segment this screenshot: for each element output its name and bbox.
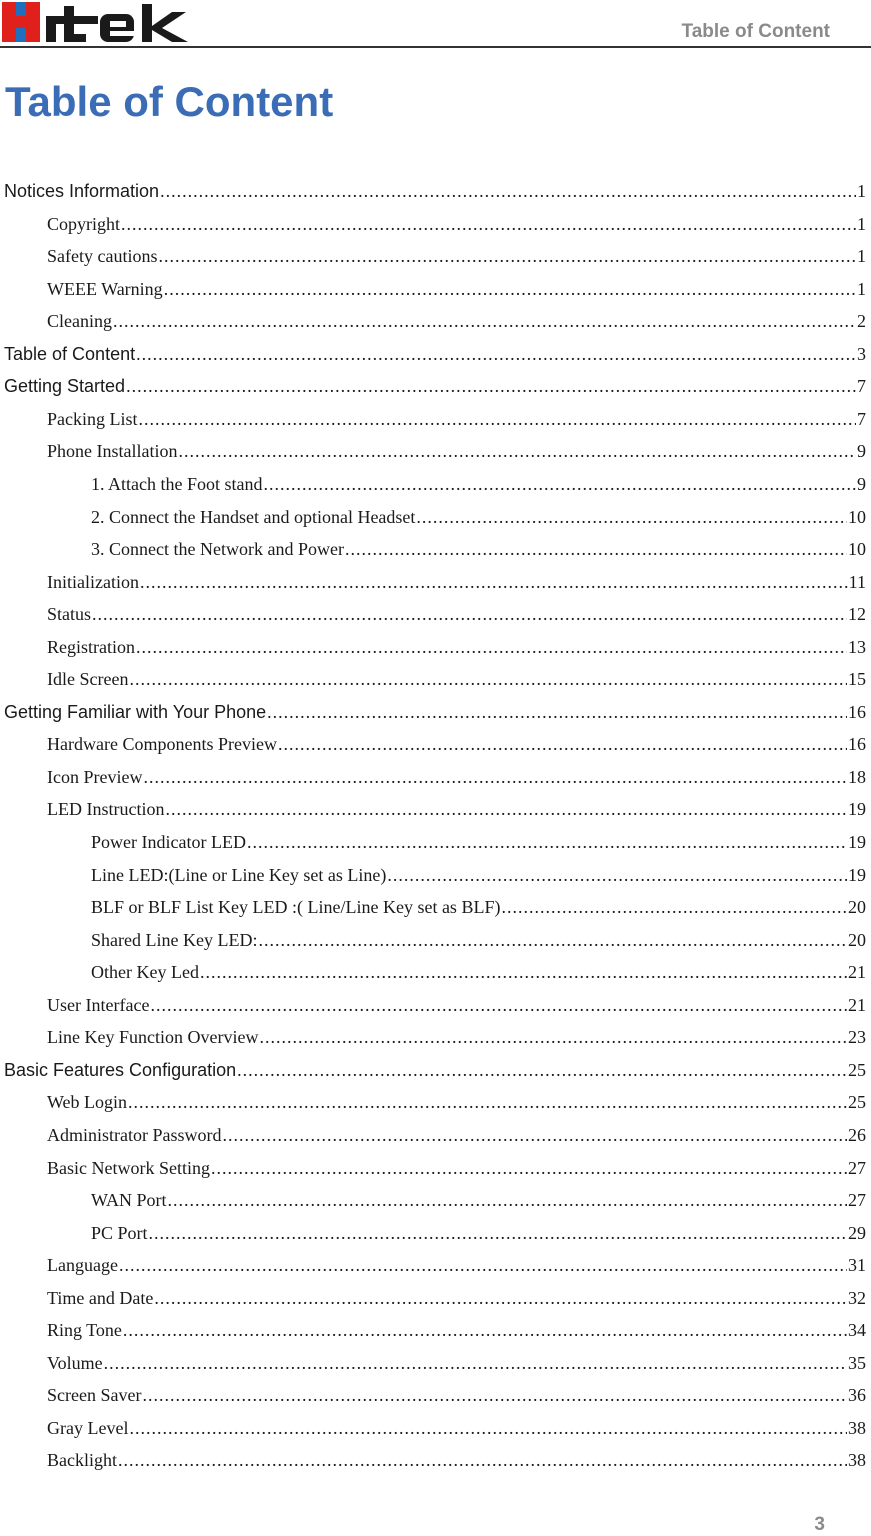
toc-entry-title: Web Login	[47, 1092, 128, 1113]
toc-entry[interactable]	[47, 632, 866, 662]
toc-entry-title: Backlight	[47, 1450, 117, 1471]
toc-entry[interactable]	[91, 827, 866, 857]
toc-entry-page: 1	[857, 181, 866, 201]
toc-entry-page: 10	[848, 539, 866, 560]
toc-dot-leader	[121, 209, 856, 239]
toc-dot-leader	[158, 241, 856, 271]
toc-entry-title: Copyright	[47, 213, 121, 234]
toc-entry-page: 7	[857, 408, 866, 429]
htek-logo	[2, 2, 192, 42]
toc-entry-title: Basic Network Setting	[47, 1157, 210, 1178]
toc-entry-page: 19	[848, 864, 866, 885]
toc-entry-page: 27	[848, 1157, 866, 1178]
page-header	[0, 0, 871, 50]
toc-dot-leader	[267, 697, 847, 727]
toc-entry[interactable]	[91, 534, 866, 564]
toc-entry[interactable]	[91, 1185, 866, 1215]
toc-dot-leader	[165, 794, 847, 824]
toc-dot-leader	[263, 469, 856, 499]
toc-entry-title: Status	[47, 604, 92, 625]
toc-entry[interactable]	[47, 729, 866, 759]
toc-entry-page: 38	[848, 1450, 866, 1471]
page-title: Table of Content	[5, 78, 334, 125]
toc-entry-title: Getting Familiar with Your Phone	[4, 701, 267, 722]
toc-dot-leader	[123, 1315, 847, 1345]
toc-entry[interactable]	[47, 1413, 866, 1443]
toc-entry-title: Other Key Led	[91, 962, 199, 983]
toc-entry-page: 1	[857, 246, 866, 267]
toc-entry-title: Table of Content	[4, 343, 136, 364]
toc-entry-page: 18	[848, 766, 866, 787]
toc-entry-title: LED Instruction	[47, 799, 165, 820]
toc-entry-page: 3	[857, 343, 866, 364]
toc-entry-page: 36	[848, 1385, 866, 1406]
toc-dot-leader	[211, 1153, 847, 1183]
toc-entry-title: Administrator Password	[47, 1124, 222, 1145]
toc-entry[interactable]	[91, 892, 866, 922]
toc-entry-title: Line LED:(Line or Line Key set as Line)	[91, 864, 387, 885]
toc-dot-leader	[150, 990, 847, 1020]
toc-entry-page: 20	[848, 929, 866, 950]
toc-dot-leader	[168, 1185, 848, 1215]
toc-entry-title: Idle Screen	[47, 669, 129, 690]
header-section-title: Table of Content	[681, 21, 830, 42]
toc-entry[interactable]	[47, 1380, 866, 1410]
toc-entry[interactable]	[47, 1250, 866, 1280]
toc-entry-title: Shared Line Key LED:	[91, 929, 258, 950]
toc-entry-page: 9	[857, 441, 866, 462]
toc-dot-leader	[200, 957, 847, 987]
toc-dot-leader	[258, 925, 847, 955]
toc-entry-title: Language	[47, 1255, 118, 1276]
toc-entry-title: Line Key Function Overview	[47, 1027, 259, 1048]
toc-dot-leader	[143, 762, 847, 792]
toc-entry-page: 7	[857, 376, 866, 397]
toc-entry-page: 11	[848, 571, 866, 592]
toc-dot-leader	[178, 436, 856, 466]
toc-dot-leader	[113, 306, 856, 336]
toc-entry-page: 20	[848, 897, 866, 918]
toc-entry[interactable]	[4, 339, 866, 369]
toc-entry[interactable]	[47, 1283, 866, 1313]
toc-entry[interactable]	[47, 1348, 866, 1378]
toc-dot-leader	[149, 1218, 847, 1248]
toc-entry[interactable]	[91, 502, 866, 532]
toc-entry-title: BLF or BLF List Key LED :( Line/Line Key set as BLF)	[91, 897, 501, 918]
toc-entry-title: Registration	[47, 636, 135, 657]
toc-entry-page: 34	[848, 1320, 866, 1341]
toc-entry-page: 29	[848, 1222, 866, 1243]
toc-dot-leader	[160, 176, 856, 206]
toc-entry[interactable]	[91, 925, 866, 955]
toc-dot-leader	[126, 371, 856, 401]
toc-entry[interactable]	[47, 990, 866, 1020]
toc-entry[interactable]	[91, 860, 866, 890]
toc-entry-page: 16	[848, 734, 866, 755]
toc-entry-page: 26	[848, 1124, 866, 1145]
toc-entry-title: Icon Preview	[47, 766, 143, 787]
toc-entry-title: Volume	[47, 1352, 103, 1373]
toc-dot-leader	[140, 567, 848, 597]
toc-entry-page: 21	[848, 994, 866, 1015]
toc-entry[interactable]	[47, 762, 866, 792]
toc-entry[interactable]	[47, 1087, 866, 1117]
toc-entry-title: WAN Port	[91, 1190, 167, 1211]
toc-entry-title: WEEE Warning	[47, 278, 163, 299]
toc-entry[interactable]	[47, 1120, 866, 1150]
toc-entry-page: 19	[848, 799, 866, 820]
toc-entry[interactable]	[47, 664, 866, 694]
toc-entry[interactable]	[4, 697, 866, 727]
toc-dot-leader	[237, 1055, 847, 1085]
toc-entry-title: Safety cautions	[47, 246, 158, 267]
toc-entry-title: Cleaning	[47, 311, 112, 332]
toc-dot-leader	[345, 534, 847, 564]
toc-entry-page: 15	[848, 669, 866, 690]
toc-entry-title: PC Port	[91, 1222, 148, 1243]
toc-entry[interactable]	[47, 274, 866, 304]
toc-entry-page: 1	[857, 278, 866, 299]
toc-dot-leader	[387, 860, 847, 890]
toc-entry[interactable]	[47, 1315, 866, 1345]
toc-entry-page: 21	[848, 962, 866, 983]
toc-entry[interactable]	[4, 1055, 866, 1085]
toc-entry[interactable]	[47, 404, 866, 434]
toc-entry[interactable]	[91, 957, 866, 987]
toc-dot-leader	[247, 827, 847, 857]
toc-entry-page: 38	[848, 1417, 866, 1438]
toc-dot-leader	[259, 1022, 847, 1052]
toc-entry-title: 2. Connect the Handset and optional Headset	[91, 506, 416, 527]
toc-entry-title: Basic Features Configuration	[4, 1059, 237, 1080]
toc-dot-leader	[154, 1283, 847, 1313]
toc-dot-leader	[501, 892, 847, 922]
toc-entry-title: Gray Level	[47, 1417, 129, 1438]
page-number: 3	[814, 1514, 825, 1535]
toc-dot-leader	[164, 274, 856, 304]
toc-entry-page: 12	[848, 604, 866, 625]
toc-dot-leader	[129, 1413, 847, 1443]
toc-entry-page: 16	[848, 701, 866, 722]
toc-entry-title: Getting Started	[4, 376, 126, 397]
toc-entry[interactable]	[4, 176, 866, 206]
toc-entry-page: 13	[848, 636, 866, 657]
toc-entry-title: 3. Connect the Network and Power	[91, 539, 344, 560]
toc-entry-page: 31	[848, 1255, 866, 1276]
toc-dot-leader	[139, 404, 857, 434]
toc-entry[interactable]	[47, 1445, 866, 1475]
toc-entry-title: Phone Installation	[47, 441, 178, 462]
toc-entry-title: 1. Attach the Foot stand	[91, 473, 263, 494]
toc-dot-leader	[136, 339, 856, 369]
toc-entry-title: Ring Tone	[47, 1320, 122, 1341]
toc-entry-title: User Interface	[47, 994, 150, 1015]
toc-entry[interactable]	[91, 1218, 866, 1248]
toc-entry[interactable]	[47, 209, 866, 239]
toc-entry[interactable]	[47, 1153, 866, 1183]
toc-entry-page: 25	[848, 1059, 866, 1080]
toc-entry[interactable]	[47, 599, 866, 629]
toc-entry[interactable]	[47, 306, 866, 336]
toc-dot-leader	[104, 1348, 847, 1378]
toc-entry-title: Hardware Components Preview	[47, 734, 277, 755]
toc-entry[interactable]	[47, 794, 866, 824]
toc-entry-title: Time and Date	[47, 1287, 154, 1308]
toc-entry-title: Notices Information	[4, 181, 160, 201]
toc-dot-leader	[223, 1120, 848, 1150]
toc-dot-leader	[142, 1380, 847, 1410]
toc-entry[interactable]	[47, 241, 866, 271]
toc-entry[interactable]	[4, 371, 866, 401]
toc-entry[interactable]	[91, 469, 866, 499]
toc-entry-page: 32	[848, 1287, 866, 1308]
toc-dot-leader	[416, 502, 847, 532]
header-divider	[0, 46, 871, 48]
toc-dot-leader	[136, 632, 847, 662]
toc-entry-title: Packing List	[47, 408, 138, 429]
toc-entry-page: 23	[848, 1027, 866, 1048]
toc-entry-title: Initialization	[47, 571, 139, 592]
toc-entry[interactable]	[47, 567, 866, 597]
toc-entry-page: 19	[848, 832, 866, 852]
toc-entry-page: 9	[857, 473, 866, 494]
toc-entry-title: Screen Saver	[47, 1385, 142, 1406]
toc-dot-leader	[118, 1445, 847, 1475]
toc-entry-page: 35	[848, 1352, 866, 1373]
toc-entry-page: 27	[848, 1190, 866, 1211]
toc-entry-page: 25	[848, 1092, 866, 1113]
toc-entry[interactable]	[47, 1022, 866, 1052]
toc-dot-leader	[129, 664, 847, 694]
toc-dot-leader	[278, 729, 847, 759]
toc-dot-leader	[128, 1087, 847, 1117]
toc-entry-page: 10	[848, 506, 866, 527]
toc-dot-leader	[92, 599, 847, 629]
toc-entry-title: Power Indicator LED	[91, 832, 246, 852]
toc-entry[interactable]	[47, 436, 866, 466]
toc-dot-leader	[119, 1250, 847, 1280]
toc-entry-page: 2	[857, 311, 866, 332]
toc-entry-page: 1	[857, 213, 866, 234]
